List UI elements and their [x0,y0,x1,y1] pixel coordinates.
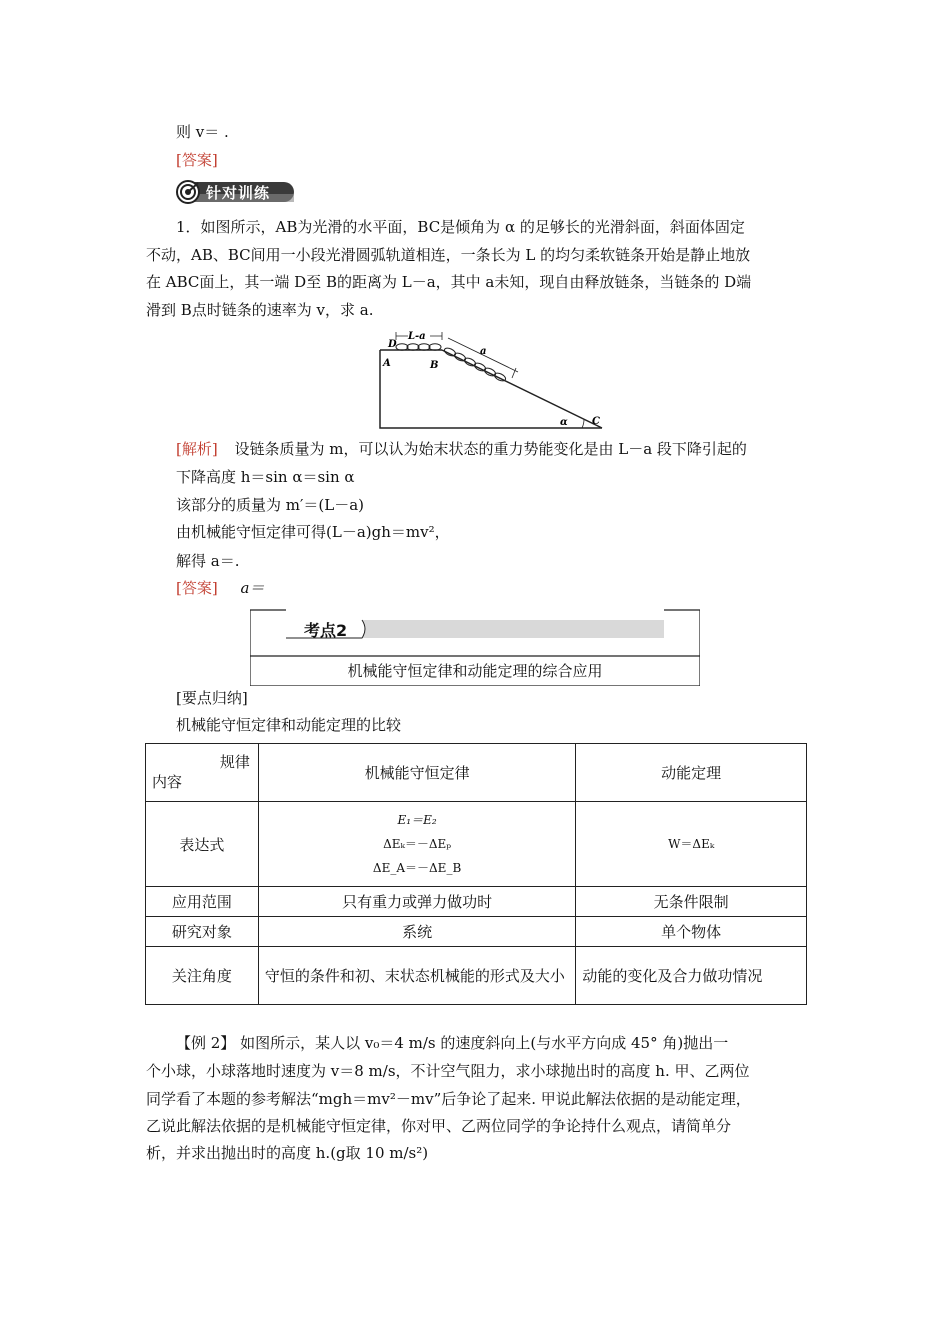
analysis-tag: [解析] [176,440,218,458]
problem1-line-2: 不动，AB、BC间用一小段光滑圆弧轨道相连，一条长为 L 的均匀柔软链条开始是静止地放 [146,246,751,264]
example2-line-1: 【例 2】 如图所示，某人以 v₀＝4 m/s 的速度斜向上(与水平方向成 45° 角)抛出一 [176,1034,729,1052]
problem1-line-4: 滑到 B点时链条的速率为 v，求 a. [146,301,374,319]
corner-top: 规律 [219,752,250,771]
summary-tag: [要点归纳] [176,689,248,707]
topic-2-label: 考点2 [304,621,348,640]
row-c2: 动能的变化及合力做功情况 [576,947,807,1005]
table-header-row [146,744,807,802]
answer-tag-2: [答案] [176,579,218,597]
table-row [146,917,807,947]
summary-subtitle: 机械能守恒定律和动能定理的比较 [176,716,402,734]
expr-2: ΔEₖ＝－ΔEₚ [383,837,452,851]
row-label: 表达式 [146,802,259,887]
label-alpha: α [560,417,568,428]
expression-cell [258,802,576,887]
row-c2: 无条件限制 [576,887,807,917]
analysis-line-5: 解得 a＝. [176,552,240,570]
label-a: a [480,346,487,357]
table-row [146,887,807,917]
analysis-line-1 [176,439,747,459]
incline-chain-figure [370,330,610,436]
example2-line-2: 个小球，小球落地时速度为 v＝8 m/s，不计空气阻力，求小球抛出时的高度 h. 甲、乙两位 [146,1062,750,1080]
table-row [146,802,807,887]
table-corner-cell [146,744,259,802]
table-row [146,947,807,1005]
analysis-line-4: 由机械能守恒定律可得(L－a)gh＝mv²， [176,523,450,541]
analysis-line-2: 下降高度 h＝sin α＝sin α [176,468,355,486]
header-col2: 动能定理 [576,744,807,802]
row-c1: 只有重力或弹力做功时 [258,887,576,917]
problem1-line-1: 1．如图所示，AB为光滑的水平面，BC是倾角为 α 的足够长的光滑斜面，斜面体固定 [176,218,745,236]
topic-2-box [250,608,700,686]
practice-badge [176,180,296,204]
analysis-text-1: 设链条质量为 m，可以认为始末状态的重力势能变化是由 L－a 段下降引起的 [234,440,747,458]
row-label: 关注角度 [146,947,259,1005]
example2-line-5: 析，并求出抛出时的高度 h.(g取 10 m/s²) [146,1144,429,1162]
problem1-line-3: 在 ABC面上，其一端 D至 B的距离为 L－a，其中 a未知，现自由释放链条，当链条的 D端 [146,273,752,291]
row-label: 研究对象 [146,917,259,947]
label-L-a: L-a [408,331,426,342]
analysis-line-3: 该部分的质量为 m′＝(L－a) [176,496,365,514]
answer-tag: [答案] [176,151,218,169]
expression-cell-2: W＝ΔEₖ [576,802,807,887]
row-label: 应用范围 [146,887,259,917]
corner-bottom: 内容 [152,772,183,791]
practice-badge-label: 针对训练 [206,184,271,202]
label-B: B [430,360,439,371]
example2-line-3: 同学看了本题的参考解法“mgh＝mv²－mv”后争论了起来. 甲说此解法依据的是动能定理， [146,1090,751,1108]
answer-text-2: a＝ [240,579,265,597]
comparison-table [145,743,807,1005]
topic-2-title: 机械能守恒定律和动能定理的综合应用 [347,662,603,680]
label-D: D [388,339,397,350]
row-c1: 守恒的条件和初、末状态机械能的形式及大小 [258,947,576,1005]
label-A: A [383,358,391,369]
expr-1: E₁＝E₂ [397,813,437,827]
expr-3: ΔE_A＝－ΔE_B [372,861,462,875]
row-c2: 单个物体 [576,917,807,947]
answer-line-2 [176,578,264,598]
header-col1: 机械能守恒定律 [258,744,576,802]
row-c1: 系统 [258,917,576,947]
example2-line-4: 乙说此解法依据的是机械能守恒定律，你对甲、乙两位同学的争论持什么观点，请简单分 [146,1117,732,1135]
label-C: C [592,416,600,427]
v-expression-line: 则 v＝ . [176,123,229,141]
